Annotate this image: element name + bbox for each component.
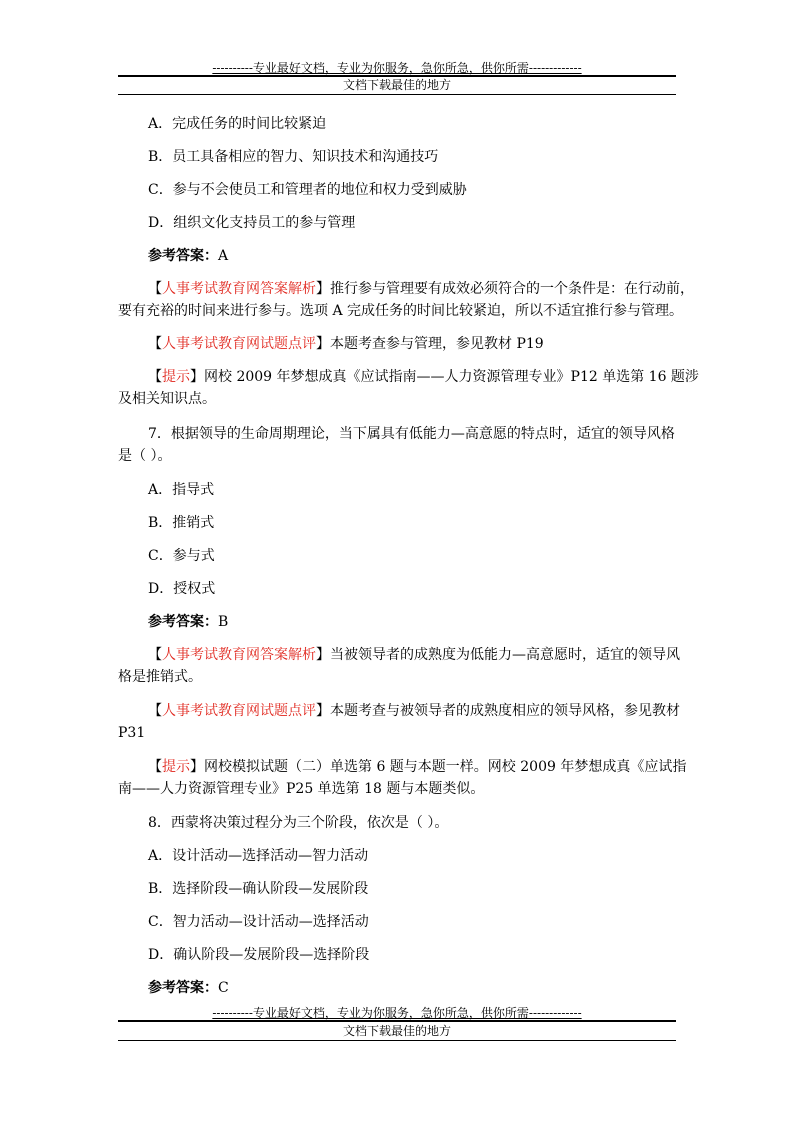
answer-label: 参考答案： (148, 614, 218, 630)
hint-tag: 提示 (162, 759, 190, 775)
q6-analysis: 【人事考试教育网答案解析】推行参与管理要有成效必须符合的一个条件是：在行动前， 要有充裕的时间来进行参与。选项 A 完成任务的时间比较紧迫，所以不适宜推行参与管理。 (118, 281, 694, 319)
page-header-tagline: ----------专业最好文档，专业为你服务，急你所急，供你所需------------- (212, 61, 582, 75)
answer-value: C (218, 980, 229, 996)
answer-value: B (218, 614, 229, 630)
page-footer-subtitle: 文档下载最佳的地方 (342, 1024, 451, 1038)
header-rule-top (118, 75, 676, 77)
footer-rule-top (118, 1020, 676, 1022)
q6-review: 【人事考试教育网试题点评】本题考查参与管理，参见教材 P19 (148, 336, 544, 352)
q8-option-c: C．智力活动—设计活动—选择活动 (148, 914, 369, 930)
page-footer-tagline: ----------专业最好文档，专业为你服务，急你所急，供你所需------------- (212, 1006, 582, 1020)
q8-answer (148, 977, 708, 999)
q8-option-d: D．确认阶段—发展阶段—选择阶段 (148, 947, 370, 963)
q7-option-d: D．授权式 (148, 581, 216, 597)
q6-answer (148, 245, 708, 267)
footer-rule-bottom (118, 1040, 676, 1041)
q8-stem: 8．西蒙将决策过程分为三个阶段，依次是（ ）。 (148, 815, 449, 831)
q8-option-a: A．设计活动—选择活动—智力活动 (148, 848, 369, 864)
answer-label: 参考答案： (148, 248, 218, 264)
q7-stem: 7．根据领导的生命周期理论，当下属具有低能力—高意愿的特点时，适宜的领导风格 是（ ）。 (118, 426, 675, 464)
q8-option-b: B．选择阶段—确认阶段—发展阶段 (148, 881, 369, 897)
page-header-subtitle: 文档下载最佳的地方 (342, 78, 451, 92)
answer-label: 参考答案： (148, 980, 218, 996)
hint-tag: 提示 (162, 369, 190, 385)
q7-option-b: B．推销式 (148, 515, 215, 531)
q7-option-c: C．参与式 (148, 548, 215, 564)
q6-option-c: C．参与不会使员工和管理者的地位和权力受到威胁 (148, 182, 467, 198)
analysis-tag: 人事考试教育网答案解析 (162, 647, 316, 663)
q6-hint: 【提示】网校 2009 年梦想成真《应试指南——人力资源管理专业》P12 单选第 16 题涉 及相关知识点。 (118, 369, 699, 407)
review-tag: 人事考试教育网试题点评 (162, 703, 316, 719)
review-tag: 人事考试教育网试题点评 (162, 336, 316, 352)
q6-option-b: B．员工具备相应的智力、知识技术和沟通技巧 (148, 149, 439, 165)
q6-option-d: D．组织文化支持员工的参与管理 (148, 215, 356, 231)
q7-answer (148, 611, 708, 633)
answer-value: A (218, 248, 229, 264)
q7-option-a: A．指导式 (148, 482, 215, 498)
q7-analysis: 【人事考试教育网答案解析】当被领导者的成熟度为低能力—高意愿时，适宜的领导风 格是推销式。 (118, 647, 680, 685)
q6-option-a: A．完成任务的时间比较紧迫 (148, 116, 327, 132)
analysis-tag: 人事考试教育网答案解析 (162, 281, 316, 297)
q7-review: 【人事考试教育网试题点评】本题考查与被领导者的成熟度相应的领导风格，参见教材 P31 (118, 703, 680, 741)
header-rule-bottom (118, 94, 676, 95)
q7-hint: 【提示】网校模拟试题（二）单选第 6 题与本题一样。网校 2009 年梦想成真《应试指 南——人力资源管理专业》P25 单选第 18 题与本题类似。 (118, 759, 687, 797)
